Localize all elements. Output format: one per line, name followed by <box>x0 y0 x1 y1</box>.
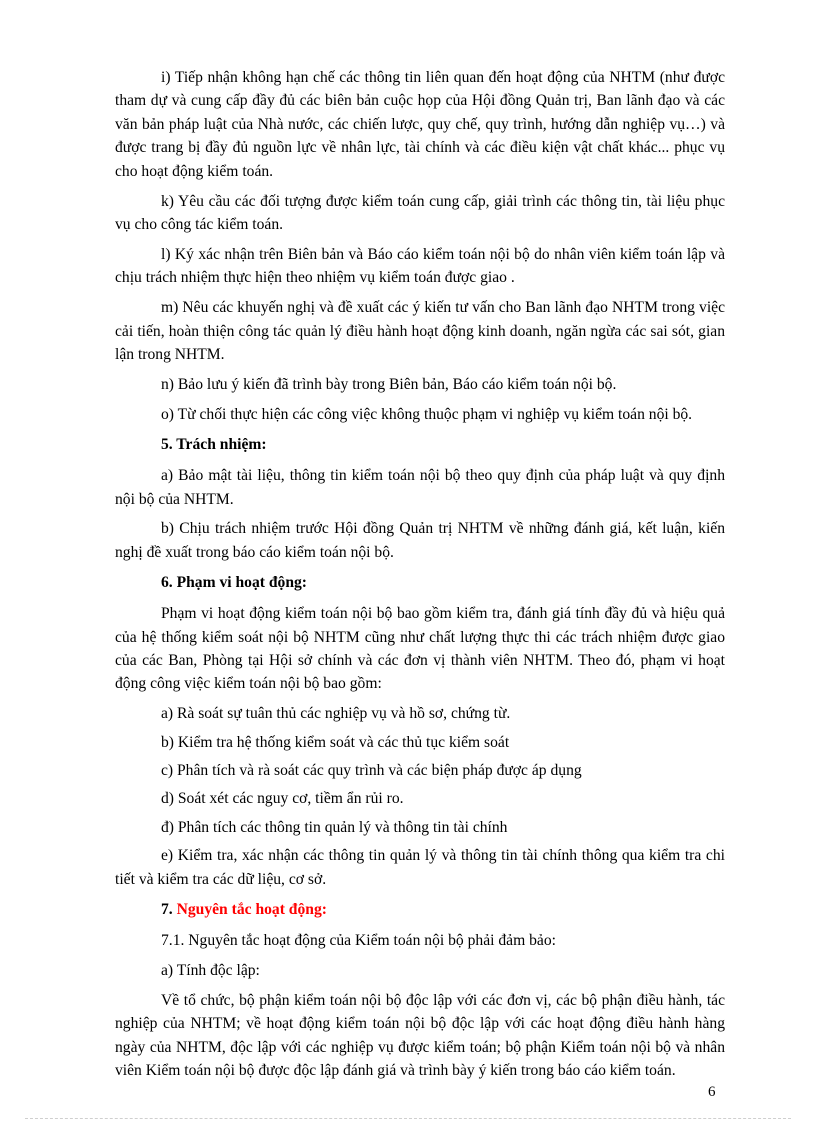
section-5-item-a: a) Bảo mật tài liệu, thông tin kiểm toán nội bộ theo quy định của pháp luật và quy định nội bộ của NHTM. <box>115 467 725 508</box>
section-6-item-c: c) Phân tích và rà soát các quy trình và các biện pháp được áp dụng <box>161 762 582 780</box>
section-6-item-b: b) Kiểm tra hệ thống kiểm soát và các thủ tục kiểm soát <box>161 733 510 751</box>
page-number: 6 <box>708 1084 716 1100</box>
section-6-item-e: e) Kiểm tra, xác nhận các thông tin quản lý và thông tin tài chính thông qua kiểm tra chi tiết và kiểm tra các dữ liệu, cơ sở. <box>115 847 725 888</box>
paragraph-n: n) Bảo lưu ý kiến đã trình bày trong Biên bản, Báo cáo kiểm toán nội bộ. <box>161 375 617 393</box>
section-6-item-dd: đ) Phân tích các thông tin quản lý và thông tin tài chính <box>161 818 508 836</box>
section-7-heading <box>115 898 725 921</box>
paragraph-k: k) Yêu cầu các đối tượng được kiểm toán cung cấp, giải trình các thông tin, tài liệu phục vụ cho công tác kiểm toán. <box>115 192 725 233</box>
section-7-item-a: a) Tính độc lập: <box>161 961 260 979</box>
section-6-item-a: a) Rà soát sự tuân thủ các nghiệp vụ và hồ sơ, chứng từ. <box>161 705 511 723</box>
section-7-paragraph: Về tổ chức, bộ phận kiểm toán nội bộ độc lập với các đơn vị, các bộ phận điều hành, tác nghiệp của NHTM; về hoạt động kiểm toán nội bộ độc lập với các hoạt động điều hành hàng ngày của NHTM, độc lập với các nghiệp vụ được kiểm toán; bộ phận Kiểm toán nội bộ và nhân viên Kiểm toán nội bộ được độc lập đánh giá và trình bày ý kiến trong báo cáo kiểm toán. <box>115 991 725 1080</box>
section-6-heading: 6. Phạm vi hoạt động: <box>161 573 307 591</box>
paragraph-m: m) Nêu các khuyến nghị và đề xuất các ý kiến tư vấn cho Ban lãnh đạo NHTM trong việc cải tiến, hoàn thiện công tác quản lý điều hành hoạt động kinh doanh, ngăn ngừa các sai sót, gian lận trong NHTM. <box>115 299 725 363</box>
section-7-1-heading: 7.1. Nguyên tắc hoạt động của Kiểm toán nội bộ phải đảm bảo: <box>161 932 556 949</box>
paragraph-i: i) Tiếp nhận không hạn chế các thông tin liên quan đến hoạt động của NHTM (như được tham dự và cung cấp đầy đủ các biên bản cuộc họp của Hội đồng Quản trị, Ban lãnh đạo và các văn bản pháp luật của Nhà nước, các chiến lược, quy chế, quy trình, hướng dẫn nghiệp vụ…) và được trang bị đầy đủ nguồn lực về nhân lực, tài chính và các điều kiện vật chất khác... phục vụ cho hoạt động kiểm toán. <box>115 69 725 180</box>
section-7-number: 7. <box>161 900 173 918</box>
section-7-title: Nguyên tắc hoạt động: <box>176 900 327 918</box>
page-content <box>115 66 725 1089</box>
paragraph-l: l) Ký xác nhận trên Biên bản và Báo cáo kiểm toán nội bộ do nhân viên kiểm toán lập và chịu trách nhiệm thực hiện theo nhiệm vụ kiểm toán được giao . <box>115 245 725 287</box>
section-5-item-b: b) Chịu trách nhiệm trước Hội đồng Quản trị NHTM về những đánh giá, kết luận, kiến nghị đề xuất trong báo cáo kiểm toán nội bộ. <box>115 520 725 561</box>
section-6-intro: Phạm vi hoạt động kiểm toán nội bộ bao gồm kiểm tra, đánh giá tính đầy đủ và hiệu quả của hệ thống kiểm soát nội bộ NHTM cũng như chất lượng thực thi các trách nhiệm được giao của các Ban, Phòng tại Hội sở chính và các đơn vị thành viên NHTM. Theo đó, phạm vi hoạt động công việc kiểm toán nội bộ bao gồm: <box>115 605 725 693</box>
section-5-heading: 5. Trách nhiệm: <box>161 435 267 453</box>
page-bottom-divider <box>25 1118 791 1119</box>
section-6-item-d: d) Soát xét các nguy cơ, tiềm ẩn rủi ro. <box>161 790 404 808</box>
paragraph-o: o) Từ chối thực hiện các công việc không thuộc phạm vi nghiệp vụ kiểm toán nội bộ. <box>161 405 693 423</box>
